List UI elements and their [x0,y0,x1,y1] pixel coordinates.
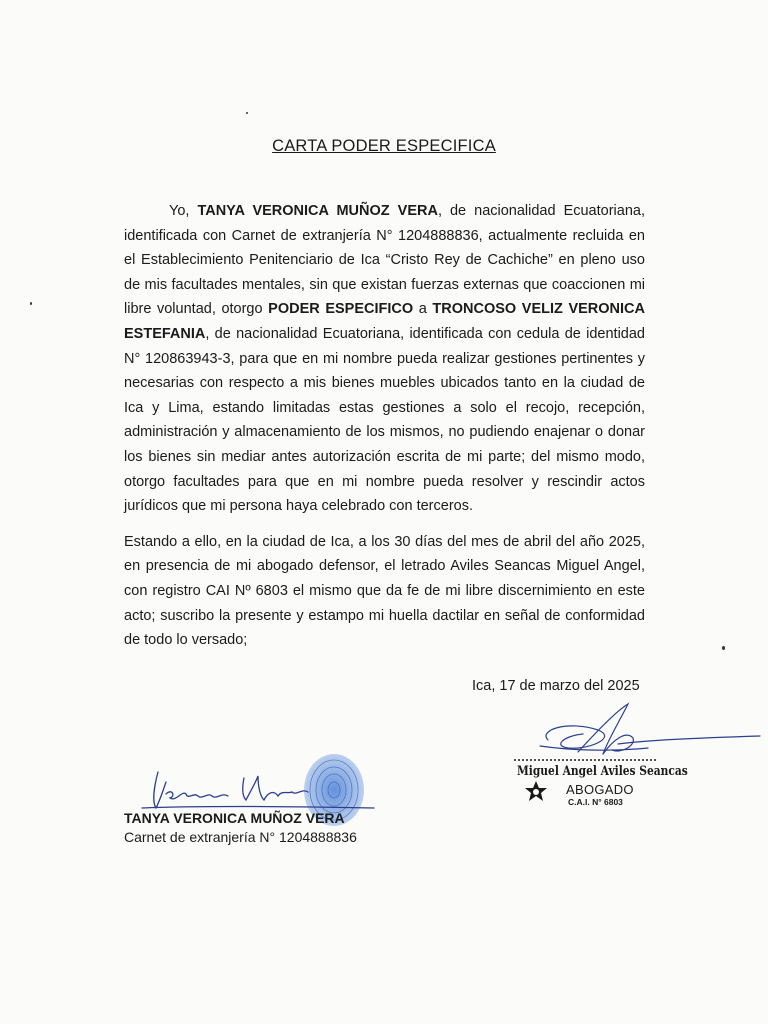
grantor-id-line: Carnet de extranjería N° 1204888836 [124,829,357,845]
text-segment: Yo, [169,203,198,219]
paragraph-grant [124,199,645,519]
text-segment: , de nacionalidad Ecuatoriana, identificada con Carnet de extranjería N° 1204888836, actualmente recluida en el Establecimiento Penitenciario de Ica “Cristo Rey de Cachiche” en pleno uso de mis facultades mentales, sin que existan fuerzas externas que coaccionen mi libre voluntad, otorgo [124,203,645,318]
document-body [124,199,645,664]
power-type-bold: PODER ESPECIFICO [268,301,414,318]
lawyer-stamp-role: ABOGADO [566,782,634,797]
scan-speck [722,646,725,650]
lawyer-stamp-registration: C.A.I. N° 6803 [568,797,623,807]
lawyer-stamp-name: Miguel Angel Aviles Seancas [517,764,688,779]
scan-speck [30,302,32,305]
lawyer-signature-scribble-icon [508,700,768,820]
lawyer-signature [508,700,768,820]
text-segment: a [413,301,433,318]
grantee-name-bold: TRONCOSO VELIZ VERONICA ESTEFANIA [124,301,645,342]
date-line: Ica, 17 de marzo del 2025 [472,678,640,694]
text-segment: , de nacionalidad Ecuatoriana, identificada con cedula de identidad N° 120863943-3, para que en mi nombre pueda realizar gestiones pertinentes y necesarias con respecto a mis bienes muebles ubicados tanto en la ciudad de Ica y Lima, estando limitadas estas gestiones a solo el recojo, recepción, administración y almacenamiento de los mismos, no pudiendo enajenar o donar los bienes sin mediar antes autorización escrita de mi parte; del mismo modo, otorgo facultades para que en mi nombre pueda resolver y rescindir actos jurídicos que mi persona haya celebrado con terceros. [124,325,645,515]
document-title: CARTA PODER ESPECIFICA [272,137,496,155]
grantor-printed-name: TANYA VERONICA MUÑOZ VERA [124,810,345,826]
grantor-name-bold: TANYA VERONICA MUÑOZ VERA [197,203,438,219]
stamp-emblem-icon [525,781,547,801]
paragraph-witness: Estando a ello, en la ciudad de Ica, a los 30 días del mes de abril del año 2025, en presencia de mi abogado defensor, el letrado Aviles Seancas Miguel Angel, con registro CAI Nº 6803 el mismo que da fe de mi libre discernimiento en este acto; suscribo la presente y estampo mi huella dactilar en señal de conformidad de todo lo versado; [124,533,645,649]
scan-speck [246,112,248,114]
